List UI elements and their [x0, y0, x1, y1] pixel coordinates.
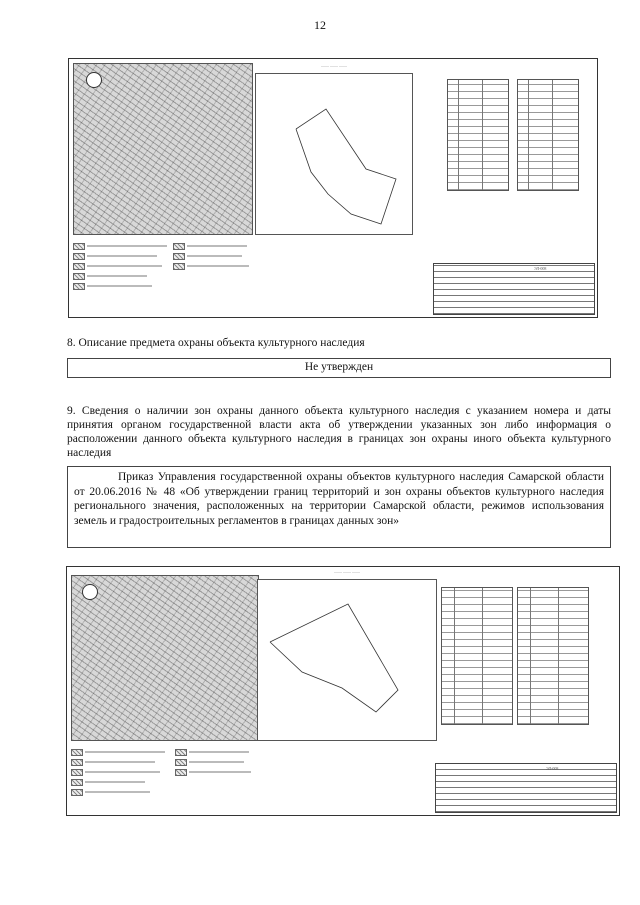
- situation-map-2: [71, 575, 259, 741]
- boundary-outline-1: [256, 74, 412, 234]
- coordinates-table-2b: [517, 587, 589, 725]
- legend-2: [71, 745, 271, 809]
- situation-map-1: [73, 63, 253, 235]
- scheme-caption-1: —— —— ——: [321, 63, 347, 68]
- section-9-heading: 9. Сведения о наличии зон охраны данного объекта культурного наследия с указанием номера и даты принятия органом государственной власти акта об утверждении указанных зон либо информация о расположении данного объекта культурного наследия в границах зон охраны иного объекта культурного наследия: [67, 405, 611, 459]
- section-8-box: Не утвержден: [67, 358, 611, 378]
- drawing-sheet-1: [68, 58, 598, 318]
- scheme-caption-2: —— —— ——: [334, 569, 360, 574]
- title-block-code-2: ЭЛ-008: [546, 766, 559, 771]
- section-9-box-text: Приказ Управления государственной охраны объектов культурного наследия Самарской области от 20.06.2016 № 48 «Об утверждении границ территорий и зон охраны объектов культурного наследия регионального значения, расположенных на территории Самарской области, режимов использования земель и градостроительных регламентов в границах данных зон»: [74, 471, 604, 527]
- legend-1: [73, 239, 273, 309]
- drawing-sheet-2: [66, 566, 620, 816]
- boundary-scheme-2: [257, 579, 437, 741]
- coordinates-table-1: [447, 79, 509, 191]
- title-block-1: [433, 263, 595, 315]
- section-9-box: [67, 466, 611, 548]
- title-block-2: [435, 763, 617, 813]
- coordinates-table-2: [441, 587, 513, 725]
- coordinates-table-1b: [517, 79, 579, 191]
- page-number: 12: [314, 18, 326, 32]
- section-8-heading: 8. Описание предмета охраны объекта культурного наследия: [67, 337, 365, 349]
- boundary-outline-2: [258, 580, 436, 740]
- boundary-scheme-1: [255, 73, 413, 235]
- title-block-code-1: ЭЛ-008: [534, 266, 547, 271]
